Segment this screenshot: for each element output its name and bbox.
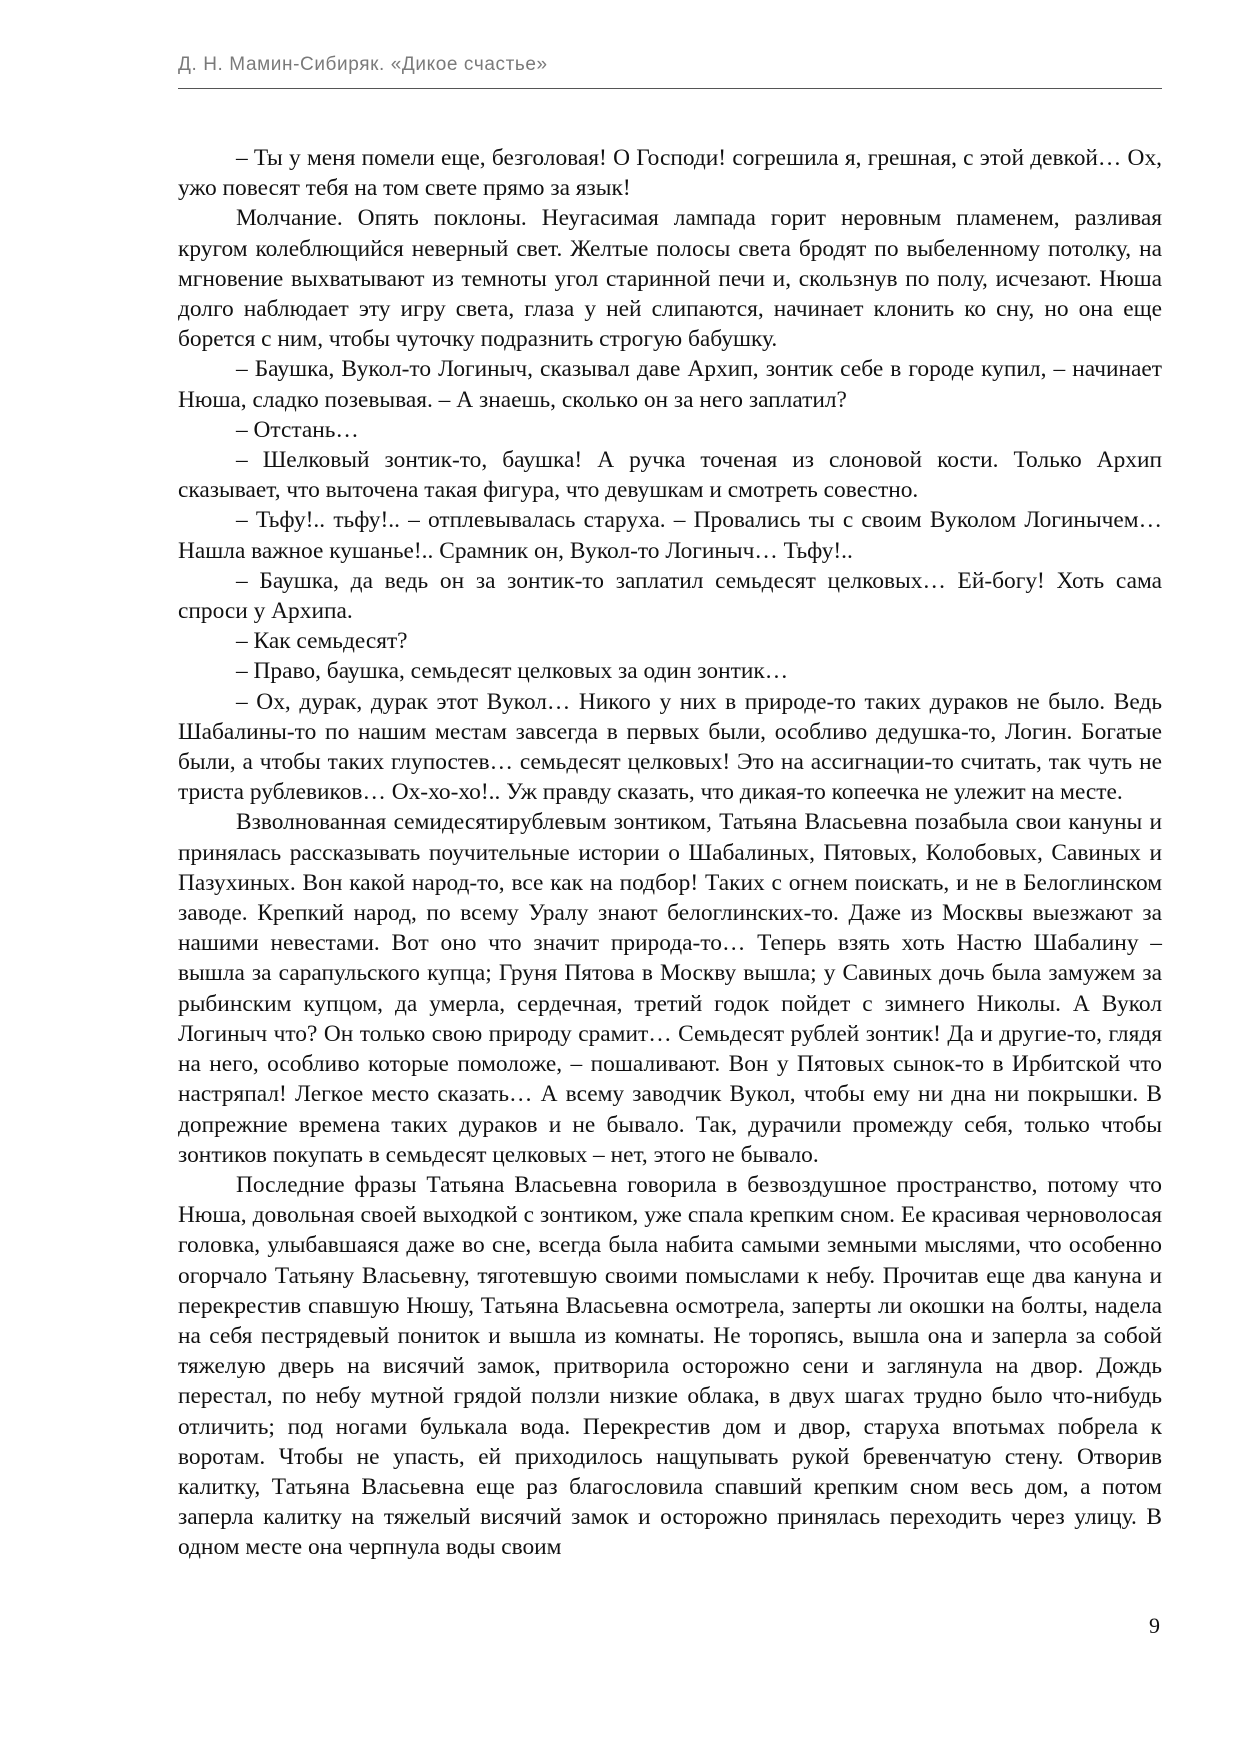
paragraph: – Ох, дурак, дурак этот Вукол… Никого у них в природе-то таких дураков не было. Ведь Шабалины-то по нашим местам завсегда в первых были, особливо дедушка-то, Логин. Богатые были, а чтобы таких глупостев… семьдесят целковых! Это на ассигнации-то считать, так чуть не триста рублевиков… Ох-хо-хо!.. Уж правду сказать, что дикая-то копеечка не улежит на месте. xyxy=(178,688,1162,806)
paragraph: Молчание. Опять поклоны. Неугасимая лампада горит неровным пламенем, разливая кругом колеблющийся неверный свет. Желтые полосы света бродят по выбеленному потолку, на мгновение выхватывают из темноты угол старинной печи и, скользнув по полу, исчезают. Нюша долго наблюдает эту игру света, глаза у ней слипаются, начинает клонить ко сну, но она еще борется с ним, чтобы чуточку подразнить строгую бабушку. xyxy=(178,205,1162,353)
header-divider xyxy=(178,88,1162,89)
paragraph: – Отстань… xyxy=(236,416,359,443)
page-number: 9 xyxy=(1149,1613,1160,1638)
running-header: Д. Н. Мамин-Сибиряк. «Дикое счастье» xyxy=(178,54,548,75)
paragraph: Последние фразы Татьяна Власьевна говорила в безвоздушное пространство, потому что Нюша, довольная своей выходкой с зонтиком, уже спала крепким сном. Ее красивая черноволосая головка, улыбавшаяся даже во сне, всегда была набита самыми земными мыслями, что особенно огорчало Татьяну Власьевну, тяготевшую своими помыслами к небу. Прочитав еще два кануна и перекрестив спавшую Нюшу, Татьяна Власьевна осмотрела, заперты ли окошки на болты, надела на себя пестрядевый пониток и вышла из комнаты. Не торопясь, вышла она и заперла за собой тяжелую дверь на висячий замок, притворила осторожно сени и заглянула на двор. Дождь перестал, по небу мутной грядой ползли низкие облака, в двух шагах трудно было что-нибудь отличить; под ногами булькала вода. Перекрестив дом и двор, старуха впотьмах побрела к воротам. Чтобы не упасть, ей приходилось нащупывать рукой бревенчатую стену. Отворив калитку, Татьяна Власьевна еще раз благословила спавший крепким сном весь дом, а потом заперла калитку на тяжелый висячий замок и осторожно принялась переходить через улицу. В одном месте она черпнула воды своим xyxy=(178,1171,1162,1561)
paragraph: – Ты у меня помели еще, безголовая! О Господи! согрешила я, грешная, с этой девкой… Ох, ужо повесят тебя на том свете прямо за язык! xyxy=(178,145,1162,202)
paragraph: – Шелковый зонтик-то, баушка! А ручка точеная из слоновой кости. Только Архип сказывает, что выточена такая фигура, что девушкам и смотреть совестно. xyxy=(178,447,1162,504)
paragraph: – Баушка, да ведь он за зонтик-то заплатил семьдесят целковых… Ей-богу! Хоть сама спроси у Архипа. xyxy=(178,567,1162,625)
paragraph: – Право, баушка, семьдесят целковых за один зонтик… xyxy=(236,658,789,685)
paragraph: – Баушка, Вукол-то Логиныч, сказывал даве Архип, зонтик себе в городе купил, – начинает Нюша, сладко позевывая. – А знаешь, сколько он за него заплатил? xyxy=(178,356,1162,413)
paragraph: Взволнованная семидесятирублевым зонтиком, Татьяна Власьевна позабыла свои кануны и принялась рассказывать поучительные истории о Шабалиных, Пятовых, Колобовых, Савиных и Пазухиных. Вон какой народ-то, все как на подбор! Таких с огнем поискать, и не в Белоглинском заводе. Крепкий народ, по всему Уралу знают белоглинских-то. Даже из Москвы выезжают за нашими невестами. Вот оно что значит природа-то… Теперь взять хоть Настю Шабалину – вышла за сарапульского купца; Груня Пятова в Москву вышла; у Савиных дочь была замужем за рыбинским купцом, да умерла, сердечная, третий годок пойдет с зимнего Николы. А Вукол Логиныч что? Он только свою природу срамит… Семьдесят рублей зонтик! Да и другие-то, глядя на него, особливо которые помоложе, – пошаливают. Вон у Пятовых сынок-то в Ирбитской что настряпал! Легкое место сказать… А всему заводчик Вукол, чтобы ему ни дна ни покрышки. В допрежние времена таких дураков и не бывало. Так, дурачили промежду себя, только чтобы зонтиков покупать в семьдесят целковых – нет, этого не бывало. xyxy=(178,809,1162,1168)
paragraph: – Как семьдесят? xyxy=(236,628,408,655)
body-text xyxy=(178,143,1162,1563)
paragraph: – Тьфу!.. тьфу!.. – отплевывалась старуха. – Провались ты с своим Вуколом Логинычем… Нашла важное кушанье!.. Срамник он, Вукол-то Логиныч… Тьфу!.. xyxy=(178,507,1162,564)
